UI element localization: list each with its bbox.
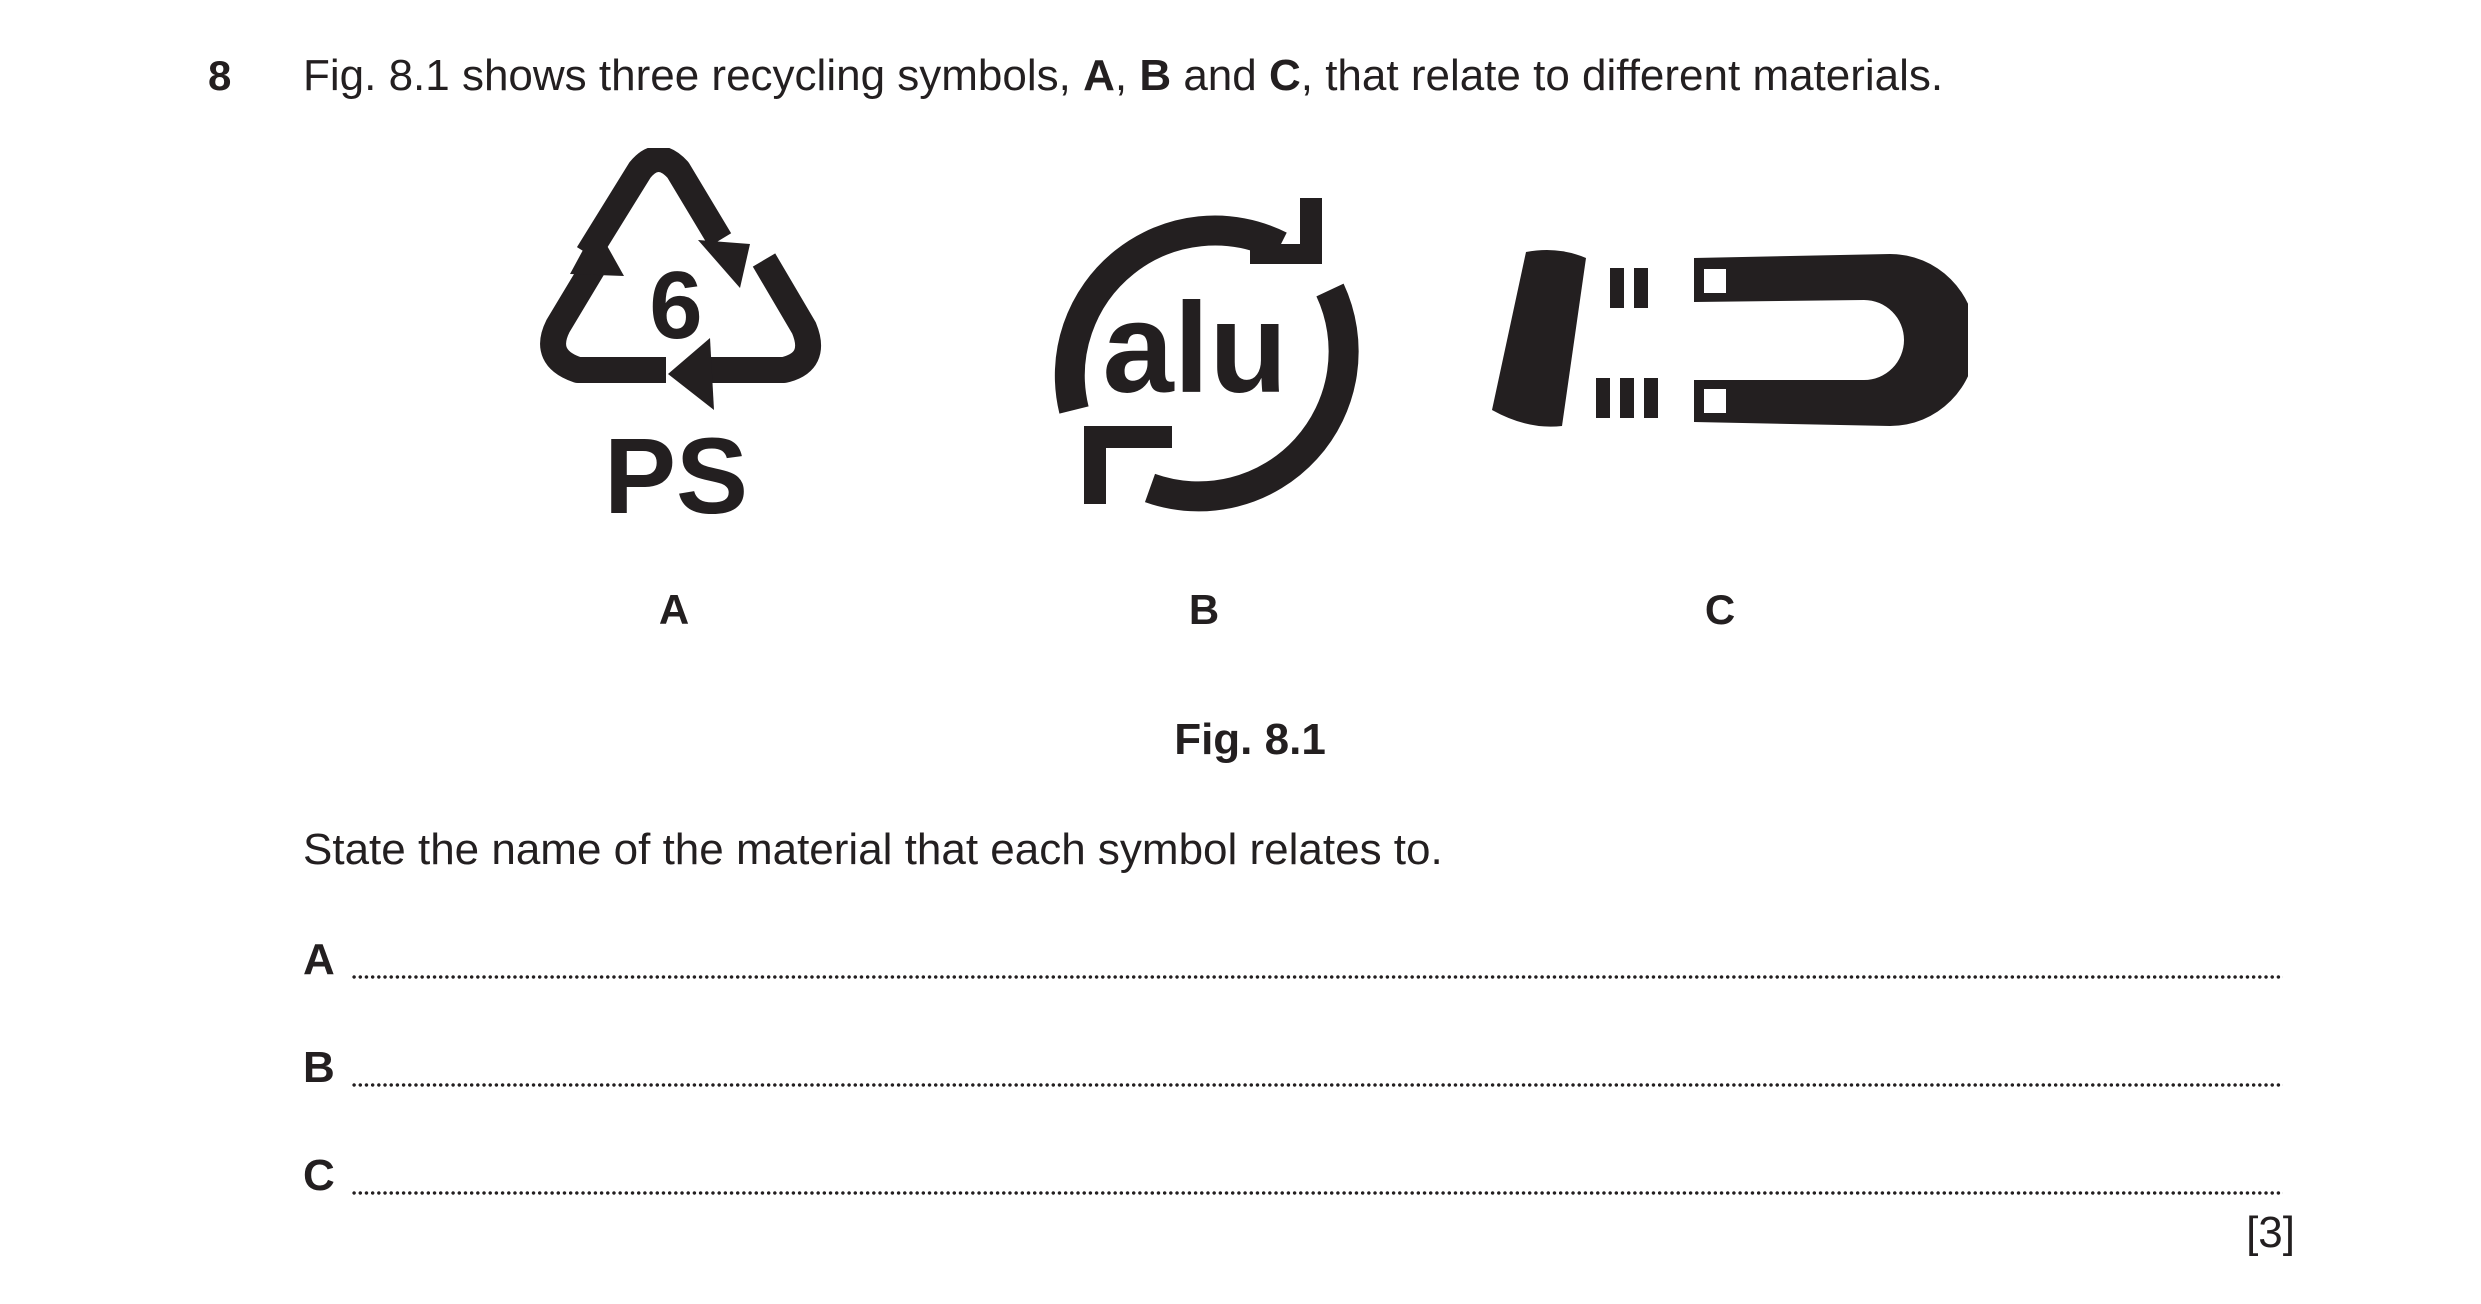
answer-letter-a: A (303, 935, 335, 984)
alu-recycling-arrows-icon (1030, 180, 1360, 520)
figure-caption: Fig. 8.1 (1174, 715, 1326, 764)
symbol-c-label: C (1704, 586, 1736, 633)
dotted-answer-line[interactable] (351, 974, 2283, 980)
symbol-a-label: A (658, 586, 690, 633)
ps-recycling-triangle-icon (528, 148, 828, 533)
ps-code-number: 6 (649, 252, 703, 359)
ps-material-code: PS (603, 415, 749, 533)
answer-letter-b: B (303, 1043, 335, 1092)
answer-line-a[interactable] (303, 930, 2283, 990)
question-prompt: State the name of the material that each symbol relates to. (303, 825, 1443, 874)
symbol-b-label: B (1188, 586, 1220, 633)
marks-allocation: [3] (2246, 1208, 2295, 1257)
question-number: 8 (208, 52, 232, 99)
magnet-steel-can-icon (1488, 240, 1968, 440)
question-intro: Fig. 8.1 shows three recycling symbols, A, B and C, that relate to different materials. (303, 51, 1944, 100)
dotted-answer-line[interactable] (351, 1082, 2283, 1088)
answer-line-c[interactable] (303, 1146, 2283, 1206)
dotted-answer-line[interactable] (351, 1190, 2283, 1196)
alu-material-code: alu (1102, 277, 1288, 420)
answer-line-b[interactable] (303, 1038, 2283, 1098)
answer-letter-c: C (303, 1151, 335, 1200)
